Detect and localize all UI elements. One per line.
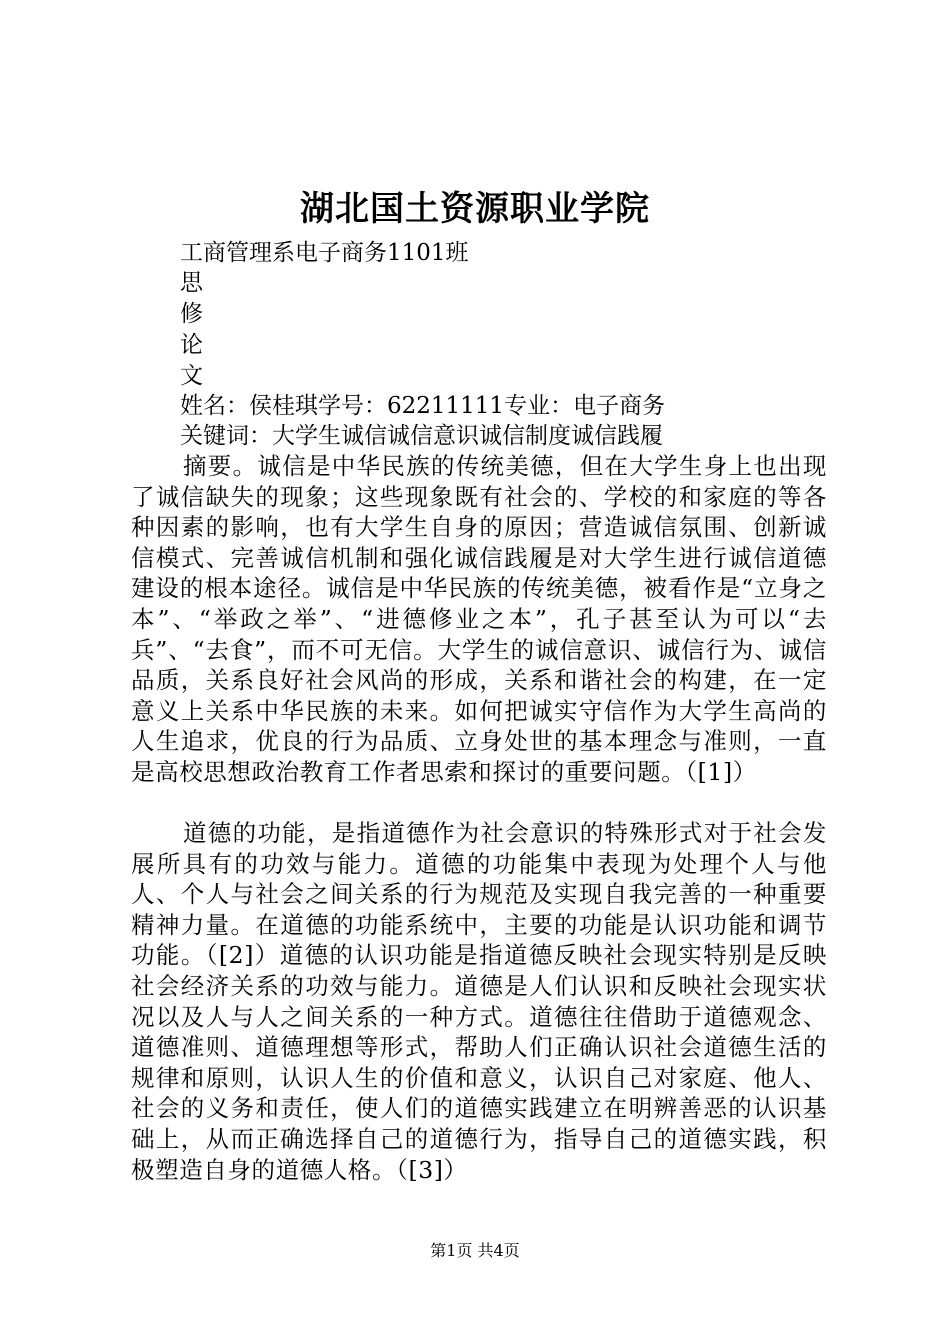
vertical-char: 修 [180, 301, 203, 327]
body-paragraph: 道德的功能，是指道德作为社会意识的特殊形式对于社会发展所具有的功效与能力。道德的功能集中表现为处理个人与他人、个人与社会之间关系的行为规范及实现自我完善的一种重要精神力量。在道德的功能系统中，主要的功能是认识功能和调节功能。（[2]）道德的认识功能是指道德反映社会现实特别是反映社会经济关系的功效与能力。道德是人们认识和反映社会现实状况以及人与人之间关系的一种方式。道德往往借助于道德观念、道德准则、道德理想等形式，帮助人们正确认识社会道德生活的规律和原则，认识人生的价值和意义，认识自己对家庭、他人、社会的义务和责任，使人们的道德实践建立在明辨善恶的认识基础上，从而正确选择自己的道德行为，指导自己的道德实践，积极塑造自身的道德人格。（[3]） [131, 819, 827, 1184]
department-line: 工商管理系电子商务1101班 [180, 240, 469, 266]
vertical-char: 思 [180, 270, 203, 296]
page-footer: 第1页 共4页 [430, 1241, 520, 1260]
abstract-paragraph: 摘要。诚信是中华民族的传统美德，但在大学生身上也出现了诚信缺失的现象；这些现象既有社会的、学校的和家庭的等各种因素的影响，也有大学生自身的原因；营造诚信氛围、创新诚信模式、完善诚信机制和强化诚信践履是对大学生进行诚信道德建设的根本途径。诚信是中华民族的传统美德，被看作是“立身之本”、“举政之举”、“进德修业之本”，孔子甚至认为可以“去兵”、“去食”，而不可无信。大学生的诚信意识、诚信行为、诚信品质，关系良好社会风尚的形成，关系和谐社会的构建，在一定意义上关系中华民族的未来。如何把诚实守信作为大学生高尚的人生追求，优良的行为品质、立身处世的基本理念与准则，一直是高校思想政治教育工作者思索和探讨的重要问题。（[1]） [131, 452, 827, 786]
keywords-line: 关键词：大学生诚信诚信意识诚信制度诚信践履 [180, 423, 663, 449]
author-line: 姓名：侯桂琪学号：62211111专业：电子商务 [180, 393, 666, 419]
vertical-char: 论 [180, 332, 203, 358]
document-title: 湖北国土资源职业学院 [300, 189, 650, 229]
vertical-char: 文 [180, 363, 203, 389]
